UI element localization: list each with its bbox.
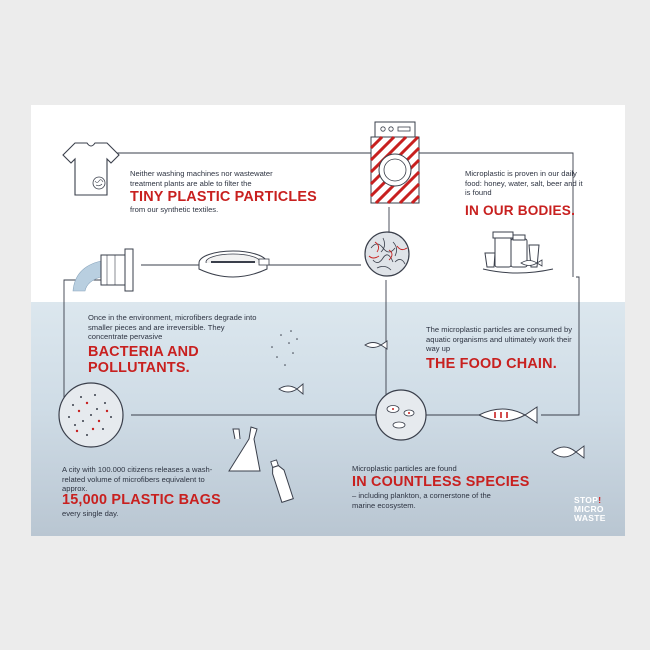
step-washing-body: Neither washing machines nor wastewater treatment plants are able to filter the [130,169,273,188]
washing-machine-icon [371,122,419,203]
fish-icon [279,384,303,394]
step-foodchain-body: The microplastic particles are consumed by aquatic organisms and ultimately work their way up [426,325,573,354]
step-foodchain-highlight: THE FOOD CHAIN. [426,356,557,372]
stop-microwaste-logo [574,496,606,523]
bag-icon [229,427,260,471]
step-species-highlight: IN COUNTLESS SPECIES [352,474,530,490]
logo-line-3: WASTE [574,513,606,523]
step-bags-tail: every single day. [62,509,119,518]
step-washing-highlight: TINY PLASTIC PARTICLES [130,189,317,205]
step-species-tail: – including plankton, a cornerstone of the marine ecosystem. [352,491,491,510]
step-bacteria-body: Once in the environment, microfibers degrade into smaller pieces and are irreversible. They concentrate pervasive [88,313,257,342]
fish-icon [365,341,387,349]
fish-icon [552,446,584,458]
step-bags-highlight: 15,000 PLASTIC BAGS [62,492,221,508]
filter-basin-icon [199,251,269,277]
step-bacteria-highlight: BACTERIA AND POLLUTANTS. [88,344,199,376]
bottle-icon [269,459,293,503]
logo-line-1: STOP [574,495,599,505]
step-species-body: Microplastic particles are found [352,464,457,473]
fish-icon [479,407,537,423]
logo-mark: ! [598,495,602,505]
step-washing-tail: from our synthetic textiles. [130,205,219,214]
microfiber-magnifier-icon [365,232,409,276]
step-bodies-body: Microplastic is proven in our daily food: honey, water, salt, beer and it is found [465,169,583,198]
logo-line-2: MICRO [574,504,604,514]
step-bags-body: A city with 100.000 citizens releases a wash-related volume of microfibers equivalent to approx. [62,465,213,494]
particles-magnifier-icon [59,383,123,447]
plankton-magnifier-icon [376,390,426,440]
food-jars-icon [483,232,553,273]
micro-particles [271,330,298,366]
step-bodies-highlight: IN OUR BODIES. [465,203,576,218]
infographic-card [31,105,625,536]
outflow-pipe-icon [73,249,133,291]
t-shirt-icon [63,143,119,195]
